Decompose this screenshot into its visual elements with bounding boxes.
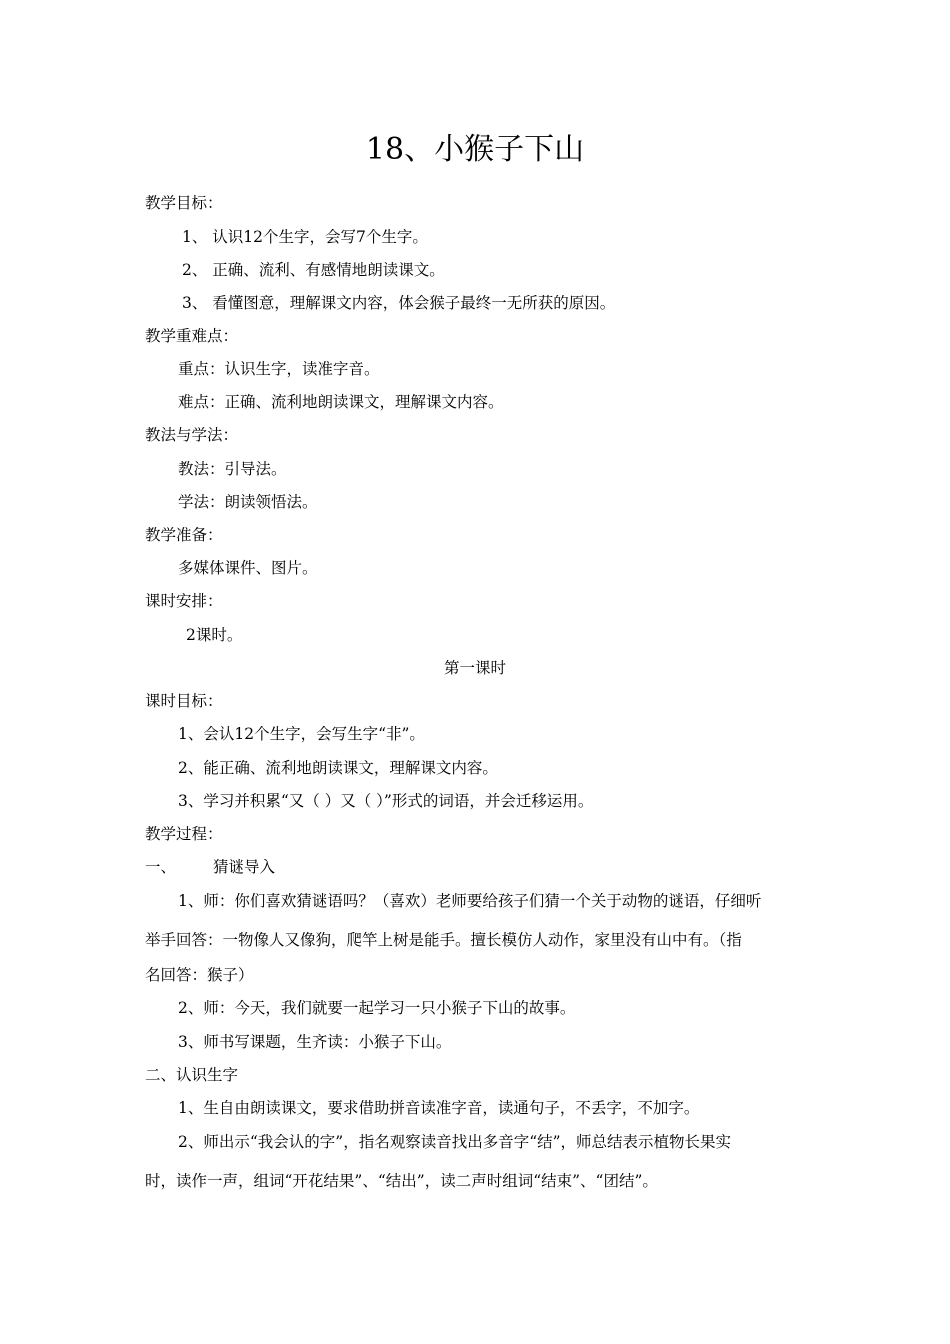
step-one-title: 猜谜导入: [213, 858, 276, 876]
heading-process: 教学过程：: [145, 825, 223, 843]
heading-lesson-goals: 课时目标：: [145, 692, 223, 710]
riddle-paragraph-line-1: 1、师：你们喜欢猜谜语吗？（喜欢）老师要给孩子们猜一个关于动物的谜语，仔细听: [178, 892, 762, 910]
characters-step-1: 1、生自由朗读课文，要求借助拼音读准字音，读通句子，不丢字，不加字。: [178, 1099, 700, 1117]
teaching-method-text: 教法：引导法。: [178, 460, 287, 478]
step-two-heading: 二、认识生字: [145, 1066, 239, 1084]
learning-method-text: 学法：朗读领悟法。: [178, 493, 318, 511]
heading-methods: 教法与学法：: [145, 426, 239, 444]
goal-item-3: 3、 看懂图意，理解课文内容，体会猴子最终一无所获的原因。: [182, 294, 616, 312]
step-one-number: 一、: [145, 858, 177, 876]
goal-item-2: 2、 正确、流利、有感情地朗读课文。: [182, 261, 445, 279]
document-title: 18、小猴子下山: [365, 132, 585, 167]
heading-schedule: 课时安排：: [145, 592, 223, 610]
characters-step-2-line-2: 时，读作一声，组词“开花结果”、“结出”，读二声时组词“结束”、“团结”。: [145, 1172, 658, 1190]
lesson-goal-1: 1、会认12个生字，会写生字“非”。: [178, 725, 425, 743]
riddle-paragraph-line-2: 举手回答：一物像人又像狗，爬竿上树是能手。擅长模仿人动作，家里没有山中有。（指: [145, 931, 742, 949]
heading-key-difficulties: 教学重难点：: [145, 327, 239, 345]
process-step-3: 3、师书写课题，生齐读：小猴子下山。: [178, 1033, 452, 1051]
difficulty-text: 难点：正确、流利地朗读课文，理解课文内容。: [178, 393, 504, 411]
preparation-text: 多媒体课件、图片。: [178, 559, 318, 577]
riddle-paragraph-line-3: 名回答：猴子）: [145, 966, 254, 984]
process-step-2: 2、师：今天，我们就要一起学习一只小猴子下山的故事。: [178, 999, 576, 1017]
section-first-lesson: 第一课时: [443, 659, 506, 677]
heading-teaching-goals: 教学目标：: [145, 194, 223, 212]
schedule-text: 2课时。: [186, 626, 243, 644]
lesson-goal-2: 2、能正确、流利地朗读课文，理解课文内容。: [178, 759, 498, 777]
characters-step-2-line-1: 2、师出示“我会认的字”，指名观察读音找出多音字“结”，师总结表示植物长果实: [178, 1133, 732, 1151]
goal-item-1: 1、 认识12个生字，会写7个生字。: [182, 228, 428, 246]
heading-preparation: 教学准备：: [145, 526, 223, 544]
lesson-goal-3: 3、学习并积累“又（ ）又（ ）”形式的词语，并会迁移运用。: [178, 792, 594, 810]
key-point-text: 重点：认识生字，读准字音。: [178, 360, 380, 378]
